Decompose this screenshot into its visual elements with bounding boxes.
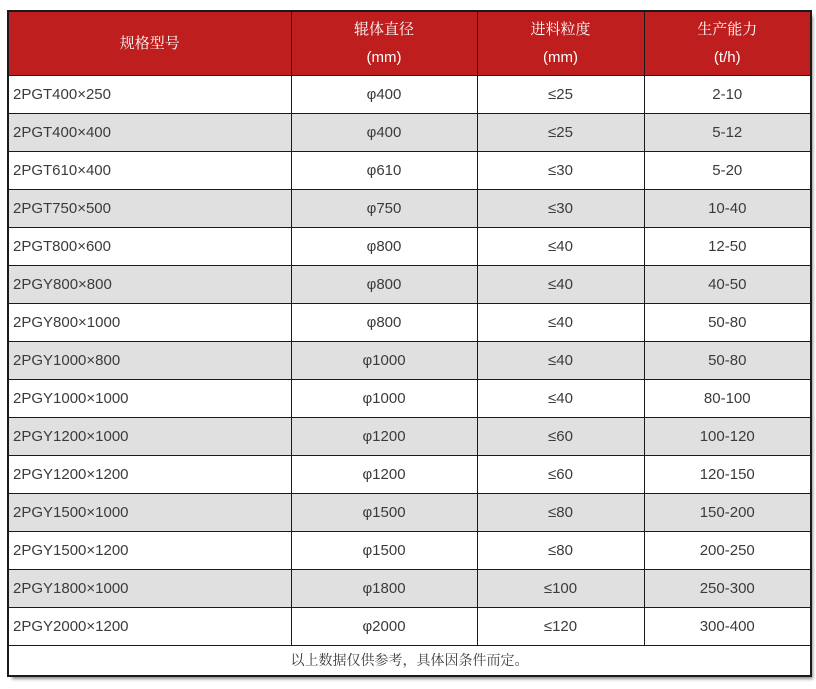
diameter-cell: φ2000 [291,607,477,645]
table-row [8,341,811,379]
model-cell: 2PGY800×1000 [8,303,291,341]
model-cell: 2PGY1200×1000 [8,417,291,455]
diameter-cell: φ1200 [291,417,477,455]
capacity-cell: 10-40 [644,189,811,227]
col-header-feed-size [477,11,644,75]
capacity-cell: 40-50 [644,265,811,303]
diameter-cell: φ750 [291,189,477,227]
capacity-cell: 50-80 [644,341,811,379]
table-row [8,303,811,341]
capacity-cell: 5-12 [644,113,811,151]
capacity-cell: 250-300 [644,569,811,607]
feed-size-cell: ≤40 [477,341,644,379]
model-cell: 2PGT750×500 [8,189,291,227]
feed-size-cell: ≤30 [477,189,644,227]
footer-row [8,645,811,676]
model-cell: 2PGY1500×1200 [8,531,291,569]
feed-size-cell: ≤40 [477,227,644,265]
col-header-capacity [644,11,811,75]
capacity-cell: 300-400 [644,607,811,645]
table-row [8,493,811,531]
model-cell: 2PGT400×250 [8,75,291,113]
feed-size-cell: ≤40 [477,379,644,417]
capacity-cell: 80-100 [644,379,811,417]
capacity-cell: 12-50 [644,227,811,265]
diameter-cell: φ1800 [291,569,477,607]
table-row [8,379,811,417]
diameter-cell: φ400 [291,113,477,151]
capacity-cell: 200-250 [644,531,811,569]
diameter-cell: φ1500 [291,493,477,531]
diameter-cell: φ400 [291,75,477,113]
col-header-capacity-unit: (t/h) [713,48,741,66]
diameter-cell: φ1000 [291,341,477,379]
specification-table [7,10,812,677]
col-header-capacity-title: 生产能力 [697,20,758,38]
diameter-cell: φ1500 [291,531,477,569]
model-cell: 2PGY1200×1200 [8,455,291,493]
header-row [8,11,811,75]
model-cell: 2PGY800×800 [8,265,291,303]
table-row [8,607,811,645]
feed-size-cell: ≤60 [477,417,644,455]
feed-size-cell: ≤40 [477,303,644,341]
table-row [8,189,811,227]
col-header-model [8,11,291,75]
footer-note: 以上数据仅供参考，具体因条件而定。 [8,645,811,676]
table-row [8,569,811,607]
capacity-cell: 100-120 [644,417,811,455]
diameter-cell: φ800 [291,227,477,265]
model-cell: 2PGY1000×800 [8,341,291,379]
feed-size-cell: ≤30 [477,151,644,189]
col-header-roller-diameter-title: 辊体直径 [353,20,414,38]
table-body [8,75,811,645]
diameter-cell: φ800 [291,303,477,341]
table-row [8,113,811,151]
capacity-cell: 5-20 [644,151,811,189]
feed-size-cell: ≤120 [477,607,644,645]
col-header-roller-diameter-unit: (mm) [366,48,402,66]
col-header-feed-size-unit: (mm) [543,48,578,66]
diameter-cell: φ1200 [291,455,477,493]
table-row [8,75,811,113]
model-cell: 2PGY1500×1000 [8,493,291,531]
feed-size-cell: ≤80 [477,531,644,569]
table-row [8,417,811,455]
diameter-cell: φ610 [291,151,477,189]
table-row [8,531,811,569]
capacity-cell: 120-150 [644,455,811,493]
diameter-cell: φ1000 [291,379,477,417]
col-header-model-title: 规格型号 [119,34,180,52]
table-row [8,227,811,265]
model-cell: 2PGT610×400 [8,151,291,189]
feed-size-cell: ≤80 [477,493,644,531]
feed-size-cell: ≤60 [477,455,644,493]
table-row [8,455,811,493]
feed-size-cell: ≤25 [477,75,644,113]
model-cell: 2PGY2000×1200 [8,607,291,645]
capacity-cell: 50-80 [644,303,811,341]
feed-size-cell: ≤100 [477,569,644,607]
model-cell: 2PGT800×600 [8,227,291,265]
capacity-cell: 2-10 [644,75,811,113]
capacity-cell: 150-200 [644,493,811,531]
model-cell: 2PGT400×400 [8,113,291,151]
col-header-feed-size-title: 进料粒度 [530,20,591,38]
col-header-roller-diameter [291,11,477,75]
model-cell: 2PGY1000×1000 [8,379,291,417]
table-row [8,151,811,189]
table-row [8,265,811,303]
feed-size-cell: ≤25 [477,113,644,151]
diameter-cell: φ800 [291,265,477,303]
model-cell: 2PGY1800×1000 [8,569,291,607]
feed-size-cell: ≤40 [477,265,644,303]
